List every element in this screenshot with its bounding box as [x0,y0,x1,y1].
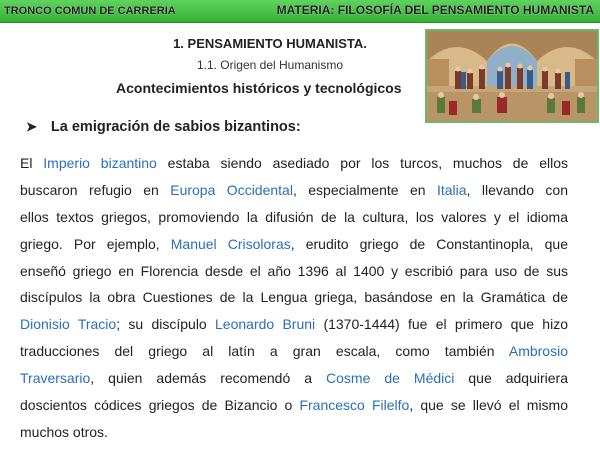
paragraph-line [20,177,568,204]
text-run: El [20,155,44,171]
paragraph-line [20,338,568,365]
text-run: doscientos códices griegos de Bizancio o [20,397,300,414]
bullet-heading [26,119,301,135]
school-of-athens-painting [425,29,599,123]
link-cosme-de-medici[interactable]: Cosme de Médici [326,370,455,387]
header-banner [0,0,600,23]
text-run: buscaron refugio en [20,181,171,198]
link-leonardo-bruni[interactable]: Leonardo Bruni [215,316,316,333]
paragraph-line: muchos otros. [20,423,108,440]
link-traversario[interactable]: Traversario [20,370,91,387]
bullet-text: La emigración de sabios bizantinos: [50,119,301,135]
text-run: estaba siendo asediado por los turcos, muchos de ellos [156,155,568,171]
paragraph-line [20,150,568,177]
text-run: , quien además recomendó a [90,370,327,387]
paragraph-line [20,392,568,419]
arrow-bullet-icon: ➤ [26,119,37,134]
link-dionisio-tracio[interactable]: Dionisio Tracio [20,316,117,333]
paragraph-line: discípulos la obra Cuestiones de la Lengua griega, basándose en la Gramática de [20,289,568,306]
paragraph-line [20,231,568,258]
text-run: (1370-1444) fue el primero que hizo [315,316,568,333]
topic-title: Acontecimientos históricos y tecnológicos [116,80,402,96]
link-imperio-bizantino[interactable]: Imperio bizantino [43,155,157,171]
subsection-title: 1.1. Origen del Humanismo [196,58,344,72]
section-title: 1. PENSAMIENTO HUMANISTA. [173,36,367,51]
body-paragraph [20,150,568,446]
text-run: , especialmente en [292,181,437,198]
painting-illustration [427,31,597,121]
course-label: TRONCO COMUN DE CARRERIA [4,5,176,17]
text-run: , que se llevó el mismo [409,397,568,414]
paragraph-line: enseñó griego en Florencia desde el año 1396 al 1400 y escribió para uso de sus [20,262,568,279]
link-italia[interactable]: Italia [436,181,467,198]
link-manuel-crisoloras[interactable]: Manuel Crisoloras [170,235,291,252]
text-run: griego. Por ejemplo, [20,235,171,252]
text-run: , erudito griego de Constantinopla, que [290,235,568,252]
text-run: ; su discípulo [116,316,216,333]
paragraph-line: ellos textos griegos, promoviendo la difusión de la cultura, los valores y el idioma [20,208,568,225]
link-europa-occidental[interactable]: Europa Occidental [170,181,293,198]
paragraph-line [20,311,568,338]
link-francesco-filelfo[interactable]: Francesco Filelfo [299,397,410,414]
text-run: traducciones del griego al latín a gran escala, como también [20,343,509,360]
link-ambrosio[interactable]: Ambrosio [508,343,568,360]
text-run: que adquiriera [454,370,568,387]
subject-label: MATERIA: FILOSOFÍA DEL PENSAMIENTO HUMANISTA [276,3,594,17]
paragraph-line [20,365,568,392]
text-run: , llevando con [466,181,568,198]
